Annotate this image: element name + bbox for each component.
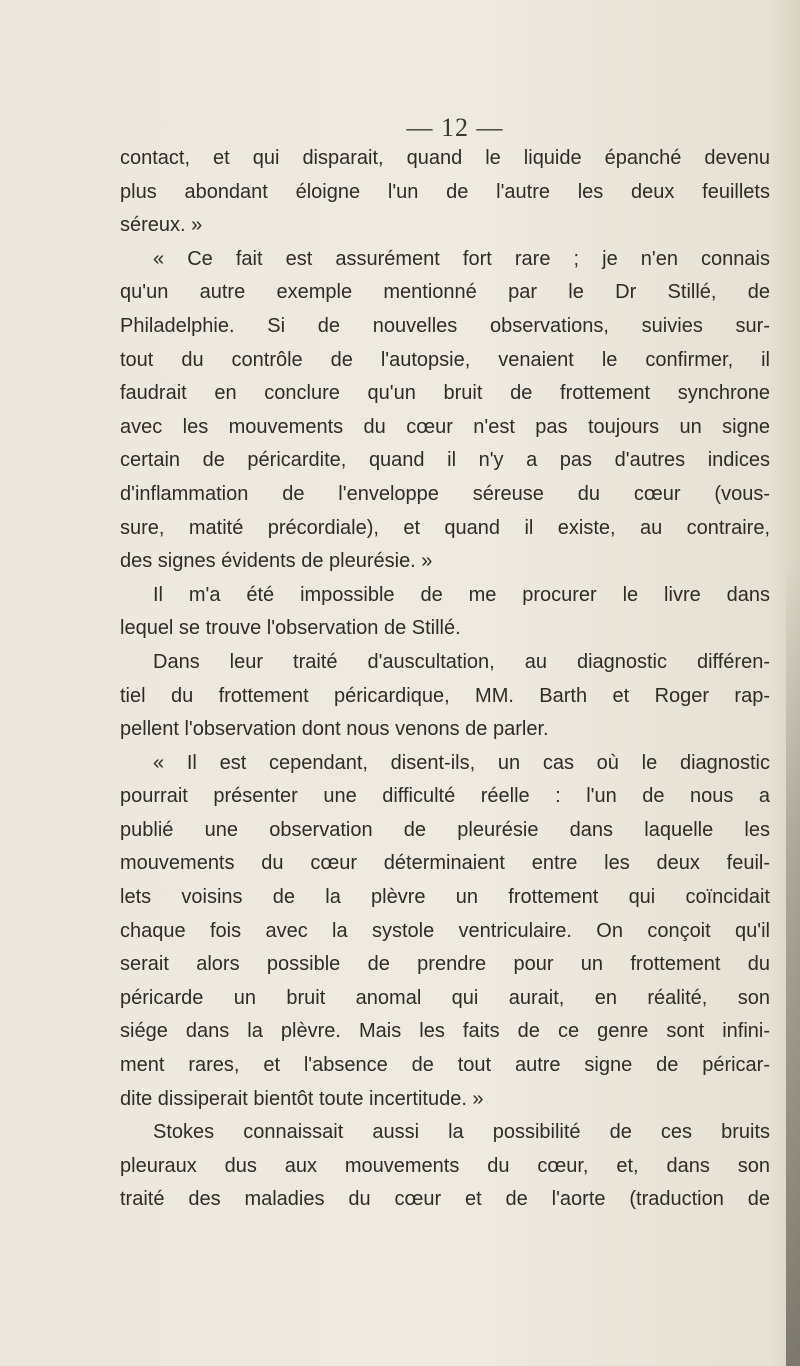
text-line: qu'un autre exemple mentionné par le Dr Stillé, de [120,281,770,304]
text-line: des signes évidents de pleurésie. » [120,550,433,573]
text-line: péricarde un bruit anomal qui aurait, en réalité, son [120,986,770,1009]
page-edge-shadow [786,560,800,1366]
text-line: lets voisins de la plèvre un frottement qui coïncidait [120,886,770,909]
text-line: tiel du frottement péricardique, MM. Barth et Roger rap- [120,684,770,707]
body-text [120,142,770,1217]
text-line: mouvements du cœur déterminaient entre les deux feuil- [120,852,770,875]
text-line: contact, et qui disparait, quand le liquide épanché devenu [120,147,770,169]
text-line: pleuraux dus aux mouvements du cœur, et, dans son [120,1154,770,1177]
text-line: Il m'a été impossible de me procurer le livre dans [153,583,770,606]
text-line: chaque fois avec la systole ventriculaire. On conçoit qu'il [120,919,770,942]
text-line: séreux. » [120,214,203,237]
text-line: serait alors possible de prendre pour un frottement du [120,953,770,976]
text-line: pellent l'observation dont nous venons de parler. [120,718,549,741]
text-line: certain de péricardite, quand il n'y a pas d'autres indices [120,449,770,472]
text-line: pourrait présenter une difficulté réelle : l'un de nous a [120,785,770,808]
text-line: publié une observation de pleurésie dans laquelle les [120,818,770,841]
text-line: ment rares, et l'absence de tout autre signe de péricar- [120,1054,770,1077]
text-line: lequel se trouve l'observation de Stillé. [120,617,461,640]
text-line: Dans leur traité d'auscultation, au diagnostic différen- [153,650,770,673]
text-line: avec les mouvements du cœur n'est pas toujours un signe [120,415,770,438]
text-line: sure, matité précordiale), et quand il existe, au contraire, [120,516,770,539]
text-line: dite dissiperait bientôt toute incertitude. » [120,1087,484,1110]
text-line: siége dans la plèvre. Mais les faits de ce genre sont infini- [120,1020,770,1043]
text-line: traité des maladies du cœur et de l'aorte (traduction de [120,1188,770,1211]
text-line: tout du contrôle de l'autopsie, venaient le confirmer, il [120,348,770,371]
text-line: faudrait en conclure qu'un bruit de frottement synchrone [120,382,770,405]
text-line: d'inflammation de l'enveloppe séreuse du cœur (vous- [120,482,770,505]
text-line: « Il est cependant, disent-ils, un cas où le diagnostic [153,751,770,774]
text-line: plus abondant éloigne l'un de l'autre les deux feuillets [120,180,770,203]
text-line: Stokes connaissait aussi la possibilité de ces bruits [153,1121,770,1144]
text-line: Philadelphie. Si de nouvelles observations, suivies sur- [120,314,770,337]
page-number: — 12 — [406,113,504,142]
text-line: « Ce fait est assurément fort rare ; je n'en connais [153,247,770,270]
